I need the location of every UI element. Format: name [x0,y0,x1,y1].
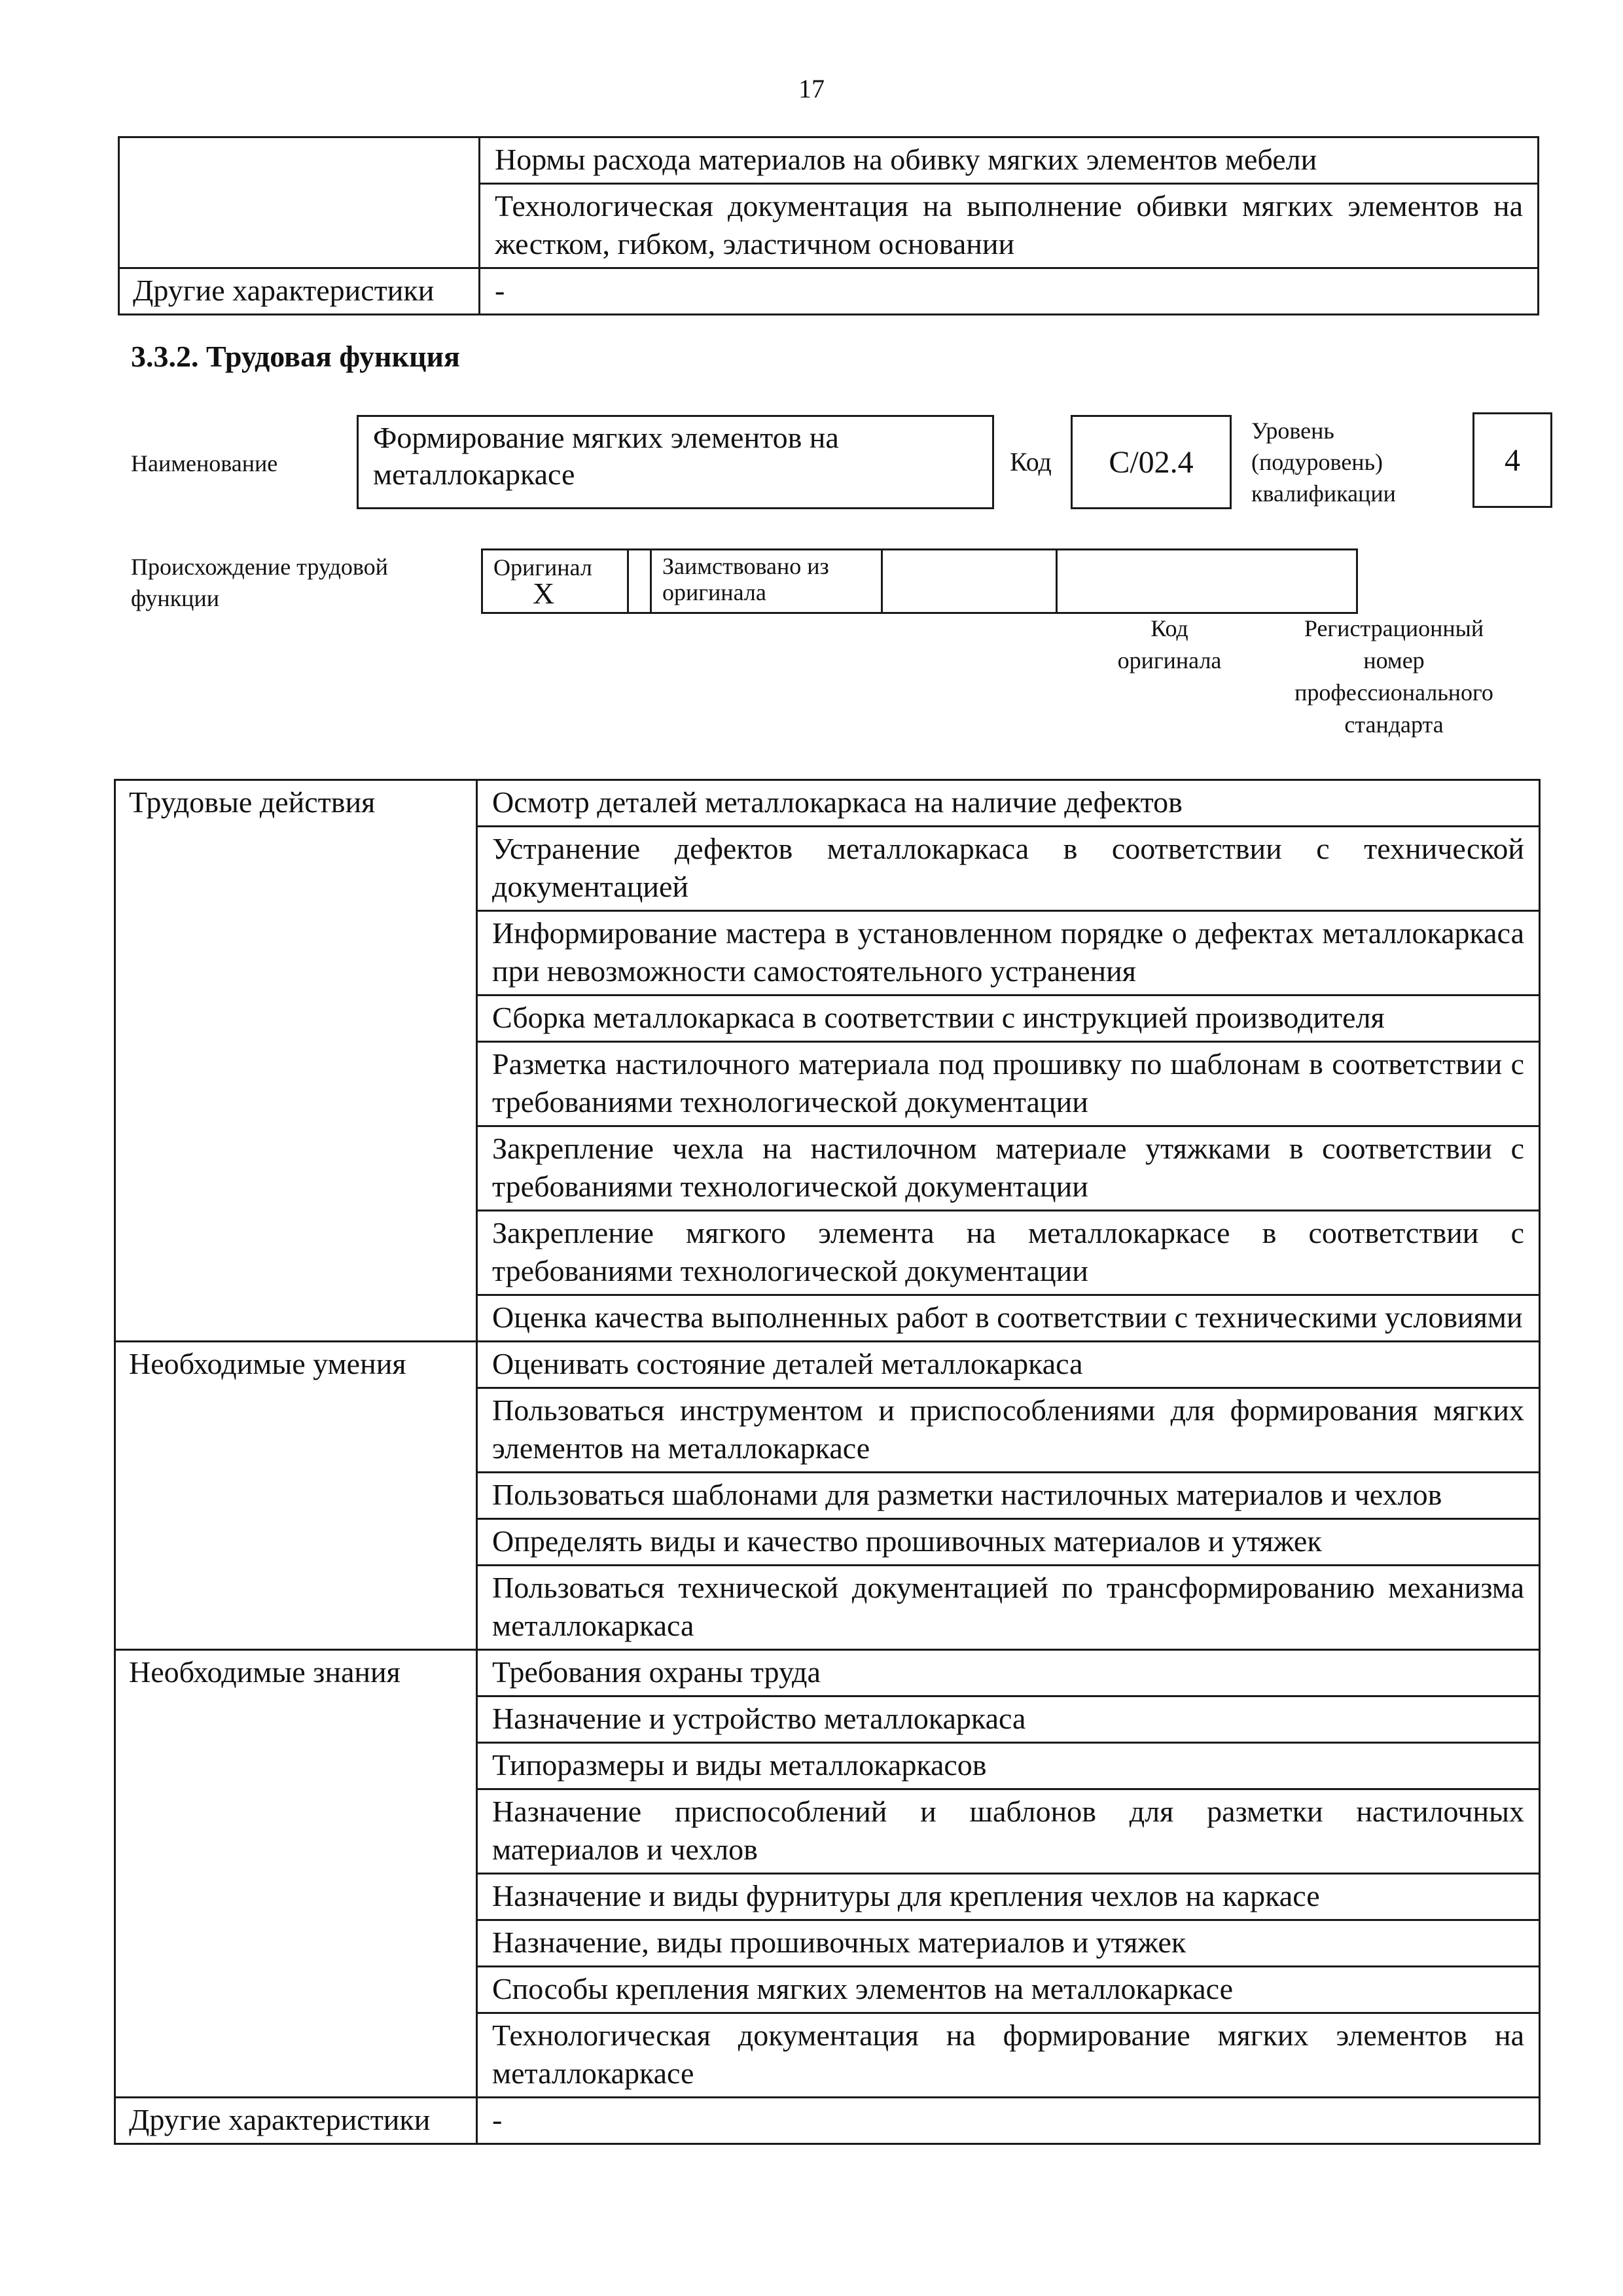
table-cell: Информирование мастера в установленном порядке о дефектах металлокаркаса при невозможности самостоятельного устранения [477,911,1540,996]
table-cell: Закрепление чехла на настилочном материале утяжками в соответствии с требованиями технологической документации [477,1126,1540,1211]
table-cell: Назначение, виды прошивочных материалов и утяжек [477,1920,1540,1967]
original-label-cell [482,550,628,613]
table-cell: Требования охраны труда [477,1650,1540,1696]
caption-line: Код [1150,615,1188,641]
table-cell: Типоразмеры и виды металлокаркасов [477,1743,1540,1789]
table-cell: Определять виды и качество прошивочных материалов и утяжек [477,1519,1540,1566]
caption-line: оригинала [1117,647,1222,673]
table-cell: Назначение приспособлений и шаблонов для разметки настилочных материалов и чехлов [477,1789,1540,1874]
table-cell: Оценивать состояние деталей металлокаркаса [477,1342,1540,1388]
level-box: 4 [1472,412,1552,508]
origin-table [481,548,1358,614]
section-heading: 3.3.2. Трудовая функция [131,340,460,373]
caption-line: номер [1363,647,1425,673]
table-row [119,137,1539,184]
borrowed-label-line: Заимствовано из [662,553,829,579]
function-name-box: Формирование мягких элементов на металлокаркасе [357,415,994,509]
row-group-label: Трудовые действия [115,780,477,1342]
table-cell: - [477,2098,1540,2144]
table-cell: Пользоваться инструментом и приспособлениями для формирования мягких элементов на металлокаркасе [477,1388,1540,1473]
origin-label-line: функции [131,585,219,611]
table-row [115,1650,1540,1696]
borrowed-cell [651,550,882,613]
table-row [482,550,1357,613]
table-cell: - [480,268,1539,315]
table-cell: Технологическая документация на формирование мягких элементов на металлокаркасе [477,2013,1540,2098]
original-mark: X [533,576,555,610]
caption-line: Регистрационный [1304,615,1484,641]
table-cell: Пользоваться технической документацией по трансформированию механизма металлокаркаса [477,1566,1540,1650]
table-cell: Способы крепления мягких элементов на металлокаркасе [477,1967,1540,2013]
table-row [115,780,1540,827]
table-cell: Назначение и виды фурнитуры для крепления чехлов на каркасе [477,1874,1540,1920]
origin-code-cell [882,550,1057,613]
table-cell: Закрепление мягкого элемента на металлокаркасе в соответствии с требованиями технологической документации [477,1211,1540,1295]
level-label-line: квалификации [1251,480,1396,507]
page-number: 17 [798,74,825,103]
origin-label [131,551,388,614]
continuation-table [118,136,1539,315]
code-caption [1088,613,1251,677]
row-group-label: Необходимые умения [115,1342,477,1650]
table-cell: Пользоваться шаблонами для разметки настилочных материалов и чехлов [477,1473,1540,1519]
table-cell: Осмотр деталей металлокаркаса на наличие дефектов [477,780,1540,827]
level-label-line: Уровень [1251,418,1334,444]
registration-caption [1257,613,1531,741]
code-box: C/02.4 [1071,415,1232,509]
table-cell: Назначение и устройство металлокаркаса [477,1696,1540,1743]
table-row [119,268,1539,315]
labor-function-table [114,779,1541,2145]
table-row [115,1342,1540,1388]
code-label: Код [1010,447,1052,476]
table-cell: Оценка качества выполненных работ в соответствии с техническими условиями [477,1295,1540,1342]
empty-label-cell [119,137,480,268]
table-cell: Технологическая документация на выполнение обивки мягких элементов на жестком, гибком, эластичном основании [480,184,1539,268]
registration-number-cell [1057,550,1357,613]
caption-line: профессионального [1294,679,1493,706]
row-group-label: Необходимые знания [115,1650,477,2098]
borrowed-label-line: оригинала [662,579,766,605]
caption-line: стандарта [1344,711,1444,738]
origin-label-line: Происхождение трудовой [131,554,388,580]
table-cell: Устранение дефектов металлокаркаса в соответствии с технической документацией [477,827,1540,911]
name-label: Наименование [131,450,278,476]
row-group-label: Другие характеристики [115,2098,477,2144]
table-row [115,2098,1540,2144]
level-label [1251,415,1396,509]
spacer-cell [628,550,651,613]
table-cell: Сборка металлокаркаса в соответствии с инструкцией производителя [477,996,1540,1042]
row-label: Другие характеристики [119,268,480,315]
table-cell: Нормы расхода материалов на обивку мягких элементов мебели [480,137,1539,184]
original-label: Оригинал [493,554,592,581]
table-cell: Разметка настилочного материала под прошивку по шаблонам в соответствии с требованиями технологической документации [477,1042,1540,1126]
level-label-line: (подуровень) [1251,449,1383,475]
